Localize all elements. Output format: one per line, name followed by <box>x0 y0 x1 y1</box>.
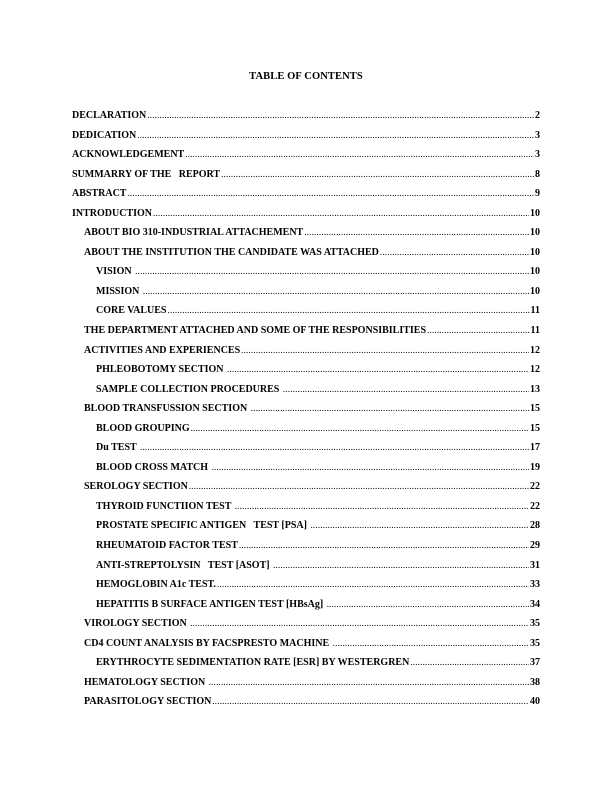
toc-entry-label: PROSTATE SPECIFIC ANTIGEN TEST [PSA] <box>96 520 310 532</box>
toc-entry[interactable] <box>72 227 540 247</box>
dot-leader <box>310 520 529 530</box>
dot-leader <box>327 599 529 609</box>
dot-leader <box>153 208 529 218</box>
toc-entry-page: 10 <box>530 266 540 278</box>
toc-entry-label: Du TEST <box>96 442 139 454</box>
toc-entry-page: 12 <box>530 344 540 356</box>
toc-entry-label: DEDICATION <box>72 129 137 141</box>
toc-entry-page: 17 <box>530 442 540 454</box>
toc-entry-page: 19 <box>530 461 540 473</box>
toc-entry-label: HEMOGLOBIN A1c TEST. <box>96 579 216 591</box>
toc-entry-label: SEROLOGY SECTION <box>84 481 188 493</box>
toc-entry[interactable] <box>72 110 540 130</box>
toc-entry[interactable] <box>72 696 540 716</box>
toc-entry-label: INTRODUCTION <box>72 207 153 219</box>
page-title: TABLE OF CONTENTS <box>249 71 363 82</box>
dot-leader <box>241 345 529 355</box>
dot-leader <box>227 364 529 374</box>
toc-entry[interactable] <box>72 520 540 540</box>
toc-entry-page: 15 <box>530 422 540 434</box>
toc-entry[interactable] <box>72 677 540 697</box>
toc-entry-label: ABOUT BIO 310-INDUSTRIAL ATTACHEMENT <box>84 227 304 239</box>
toc-entry-page: 11 <box>530 305 540 317</box>
toc-entry-page: 13 <box>530 383 540 395</box>
toc-entry-label: SAMPLE COLLECTION PROCEDURES <box>96 383 282 395</box>
toc-entry[interactable] <box>72 403 540 423</box>
toc-entry-label: RHEUMATOID FACTOR TEST <box>96 540 238 552</box>
dot-leader <box>185 149 534 159</box>
toc-entry-page: 28 <box>530 520 540 532</box>
toc-entry-page: 33 <box>530 579 540 591</box>
toc-entry[interactable] <box>72 305 540 325</box>
toc-entry-label: THYROID FUNCTIION TEST <box>96 500 234 512</box>
dot-leader <box>304 227 529 237</box>
dot-leader <box>212 696 529 706</box>
dot-leader <box>191 423 529 433</box>
toc-entry-label: ERYTHROCYTE SEDIMENTATION RATE [ESR] BY WESTERGREN <box>96 657 410 669</box>
dot-leader <box>273 560 529 570</box>
toc-entry[interactable] <box>72 540 540 560</box>
table-of-contents <box>72 110 540 716</box>
toc-entry-label: HEPATITIS B SURFACE ANTIGEN TEST [HBsAg] <box>96 598 326 610</box>
toc-entry-label: SUMMARRY OF THE REPORT <box>72 168 221 180</box>
dot-leader <box>147 110 534 120</box>
toc-entry-label: MISSION <box>96 285 142 297</box>
toc-entry[interactable] <box>72 325 540 345</box>
toc-entry-page: 31 <box>530 559 540 571</box>
toc-entry-label: VIROLOGY SECTION <box>84 618 190 630</box>
dot-leader <box>380 247 529 257</box>
toc-entry-page: 35 <box>530 618 540 630</box>
toc-entry-page: 3 <box>535 129 540 141</box>
toc-entry-label: ACKNOWLEDGEMENT <box>72 149 185 161</box>
dot-leader <box>209 677 529 687</box>
toc-entry[interactable] <box>72 579 540 599</box>
toc-entry[interactable] <box>72 384 540 404</box>
toc-entry[interactable] <box>72 345 540 365</box>
toc-entry-label: VISION <box>96 266 135 278</box>
toc-entry-label: ACTIVITIES AND EXPERIENCES <box>84 344 241 356</box>
toc-entry[interactable] <box>72 462 540 482</box>
toc-entry[interactable] <box>72 423 540 443</box>
toc-entry[interactable] <box>72 149 540 169</box>
toc-entry-label: CD4 COUNT ANALYSIS BY FACSPRESTO MACHINE <box>84 637 332 649</box>
dot-leader <box>217 579 529 589</box>
toc-entry-label: ABSTRACT <box>72 188 127 200</box>
toc-entry-page: 10 <box>530 207 540 219</box>
toc-entry-page: 29 <box>530 540 540 552</box>
toc-entry-label: PARASITOLOGY SECTION <box>84 696 212 708</box>
dot-leader <box>333 638 529 648</box>
dot-leader <box>410 657 529 667</box>
toc-entry[interactable] <box>72 188 540 208</box>
toc-entry-page: 10 <box>530 227 540 239</box>
dot-leader <box>283 384 529 394</box>
toc-entry-page: 15 <box>530 403 540 415</box>
toc-entry[interactable] <box>72 442 540 462</box>
toc-entry-label: BLOOD TRANSFUSSION SECTION <box>84 403 250 415</box>
dot-leader <box>212 462 529 472</box>
toc-entry-page: 35 <box>530 637 540 649</box>
toc-entry-label: BLOOD GROUPING <box>96 422 190 434</box>
toc-entry-page: 2 <box>535 110 540 121</box>
toc-entry[interactable] <box>72 560 540 580</box>
dot-leader <box>221 169 534 179</box>
toc-entry-label: HEMATOLOGY SECTION <box>84 676 208 688</box>
toc-entry[interactable] <box>72 638 540 658</box>
toc-entry[interactable] <box>72 266 540 286</box>
toc-entry[interactable] <box>72 130 540 150</box>
toc-entry-label: BLOOD CROSS MATCH <box>96 461 211 473</box>
dot-leader <box>251 403 529 413</box>
dot-leader <box>168 305 530 315</box>
toc-entry-page: 34 <box>530 598 540 610</box>
toc-entry[interactable] <box>72 501 540 521</box>
toc-entry[interactable] <box>72 481 540 501</box>
dot-leader <box>143 286 529 296</box>
dot-leader <box>135 266 529 276</box>
toc-entry-page: 22 <box>530 500 540 512</box>
dot-leader <box>235 501 529 511</box>
toc-entry-page: 37 <box>530 657 540 669</box>
toc-entry-page: 3 <box>535 149 540 161</box>
toc-entry-label: THE DEPARTMENT ATTACHED AND SOME OF THE RESPONSIBILITIES <box>84 325 427 337</box>
toc-entry-label: DECLARATION <box>72 110 147 121</box>
toc-entry-label: PHLEOBOTOMY SECTION <box>96 364 227 376</box>
dot-leader <box>137 130 534 140</box>
toc-entry-label: ANTI-STREPTOLYSIN TEST [ASOT] <box>96 559 273 571</box>
toc-entry[interactable] <box>72 208 540 228</box>
toc-entry-page: 8 <box>535 168 540 180</box>
dot-leader <box>239 540 529 550</box>
toc-entry-page: 10 <box>530 285 540 297</box>
dot-leader <box>190 618 529 628</box>
toc-entry-page: 12 <box>530 364 540 376</box>
toc-entry[interactable] <box>72 599 540 619</box>
toc-entry[interactable] <box>72 247 540 267</box>
toc-entry-page: 40 <box>530 696 540 708</box>
toc-entry-page: 9 <box>535 188 540 200</box>
dot-leader <box>127 188 534 198</box>
toc-entry[interactable] <box>72 657 540 677</box>
dot-leader <box>427 325 530 335</box>
toc-entry-page: 22 <box>530 481 540 493</box>
toc-entry[interactable] <box>72 364 540 384</box>
dot-leader <box>140 442 529 452</box>
toc-entry-page: 38 <box>530 676 540 688</box>
toc-entry-page: 10 <box>530 246 540 258</box>
dot-leader <box>189 481 529 491</box>
toc-entry-page: 11 <box>530 325 540 337</box>
toc-entry[interactable] <box>72 169 540 189</box>
toc-entry[interactable] <box>72 286 540 306</box>
toc-entry-label: ABOUT THE INSTITUTION THE CANDIDATE WAS ATTACHED <box>84 246 379 258</box>
toc-entry-label: CORE VALUES <box>96 305 167 317</box>
toc-entry[interactable] <box>72 618 540 638</box>
